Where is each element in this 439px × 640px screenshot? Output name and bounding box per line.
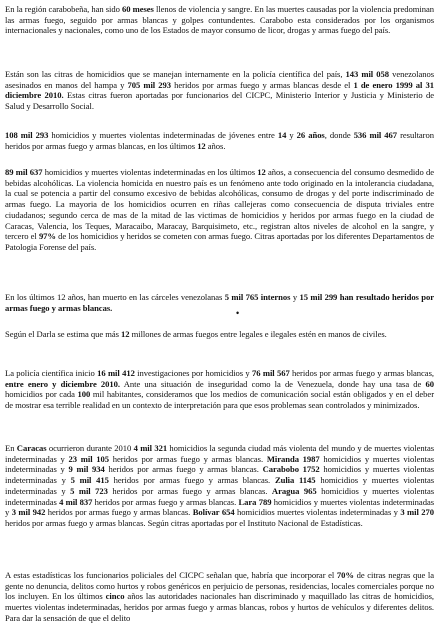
bold-figure: 3 mil 270 [400, 507, 434, 518]
text-run: homicidios muertes violentas indeterminadas y [234, 507, 401, 518]
bold-figure: 23 mil 105 [68, 453, 110, 464]
text-run: heridos por armas fuego y armas blancas desde el [171, 79, 354, 90]
text-run: mil habitantes, consideramos que los medios de comunicación social están obligados y en el deber de mostrar esa terrible realidad en un contexto de interpretación para que esos problemas sean controlados y minimizados. [5, 389, 434, 411]
bold-figure: 5 mil 723 [70, 485, 108, 496]
bold-figure: 12 [121, 329, 130, 339]
text-run: , donde [324, 130, 354, 140]
text-run: y [286, 130, 297, 140]
bold-figure: 3 mil 942 [11, 507, 46, 518]
bold-figure: Caracas [16, 443, 47, 453]
text-run: y [290, 292, 300, 302]
text-run: Están son las citras de homicidios que se manejan internamente en la policía científica del país, [5, 69, 346, 79]
text-run: Ante una situación de inseguridad como la de Venezuela, donde hay una tasa de [120, 378, 426, 389]
text-run: homicidios por cada [5, 389, 78, 400]
text-run: heridos por armas fuego y armas blancas. [45, 507, 193, 518]
text-run: de citras negras que la gente no denuncia, delitos como hurtos y robos genéricos en perjuicio de personas, residencias, locales comerciales porque no los incluyen. En los últimos [5, 570, 434, 602]
paragraph-black-figures [5, 570, 434, 624]
text-run: investigaciones por homicidios y [134, 368, 252, 378]
bold-figure: Miranda 1987 [266, 453, 320, 464]
text-run: ocurrieron durante 2010 [46, 443, 134, 453]
paragraph-darla [5, 329, 434, 340]
stray-mark: • [236, 308, 240, 318]
bold-figure: Zulia 1145 [274, 475, 316, 486]
text-run: resultaron heridos por armas fuego y armas blancas, en los últimos [5, 130, 434, 151]
text-run: de los homicidios y heridos se cometen con armas fuego. Citras aportadas por los diferentes Departamentos de Patologia Forense del país. [5, 231, 434, 252]
bold-figure: 5 mil 415 [70, 475, 109, 486]
bold-figure: 12 [257, 167, 266, 177]
text-run: homicidios y muertes violentas indeterminadas [5, 485, 435, 507]
text-run: heridos por armas fuego y armas blancas, [289, 368, 434, 378]
bold-figure: 60 [425, 378, 434, 389]
paragraph-youth [5, 130, 434, 151]
bold-figure: Carabobo 1752 [262, 464, 320, 475]
bold-figure: 60 meses [122, 4, 154, 14]
paragraph-2010-investigations [5, 368, 434, 411]
text-run: La policía científica inicio [5, 368, 98, 378]
text-run: heridos por armas fuego y armas blancas. [92, 496, 239, 507]
text-run: heridos por armas fuego y armas blancas. Según citras aportadas por el Instituto Nacional de Estadísticas. [5, 517, 363, 528]
paragraph-cicpc-figures [5, 69, 434, 112]
text-run: Según el Darla se estima que más [5, 329, 122, 339]
bold-figure: 108 mil 293 [5, 130, 49, 140]
text-run: homicidios y muertes violentas indeterminadas y [5, 496, 434, 518]
bold-figure: Bolívar 654 [192, 507, 235, 518]
bold-figure: Lara 789 [238, 496, 272, 507]
text-run: heridos por armas fuego y armas blancas. [107, 485, 272, 496]
text-run: En la región carabobeña, han sido [5, 4, 123, 14]
text-run: En los últimos 12 años, han muerto en las cárceles venezolanas [5, 292, 225, 302]
bold-figure: 15 mil 299 han resultado heridos por armas fuego y armas blancas. [5, 292, 435, 313]
text-run: llenos de violencia y sangre. En las muertes causadas por la violencia predominan las armas fuego, seguido por armas blancas y golpes contundentes. Carabobo esta considerados por los organismos internacionales y nacionales, como uno de los Estados de mayor consumo de licor, drogas y armas fuego del país. [5, 4, 434, 36]
text-run: millones de armas fuegos entre legales e ilegales estén en manos de civiles. [129, 329, 387, 339]
bold-figure: 705 mil 293 [127, 79, 171, 90]
text-run: homicidios y muertes violentas indeterminadas de jóvenes entre [48, 130, 278, 140]
text-run: heridos por armas fuego y armas blancas. [109, 453, 267, 464]
text-run: venezolanos asesinados en manos del hampa y [5, 69, 434, 90]
bold-figure: 26 años [296, 130, 325, 140]
bold-figure: 4 mil 321 [133, 443, 168, 453]
text-run: homicidios y muertes violentas indeterminadas y [5, 464, 434, 486]
text-run: años. [205, 140, 226, 151]
paragraph-intro [5, 4, 434, 36]
bold-figure: 100 [77, 389, 91, 400]
bold-figure: Aragua 965 [271, 485, 317, 496]
bold-figure: 1 de enero 1999 al 31 diciembre 2010. [5, 79, 435, 101]
paragraph-regions [5, 443, 434, 529]
bold-figure: 89 mil 637 [5, 167, 43, 177]
paragraph-prisons [5, 292, 434, 313]
bold-figure: 143 mil 058 [345, 69, 389, 79]
text-run: heridos por armas fuego y armas blancas. [104, 464, 263, 475]
paragraph-alcohol [5, 167, 434, 253]
text-run: años las autoridades nacionales han discriminado y maquillado las citras de homicidios, muertes violentas indeterminadas, heridos por armas fuego y armas blancas, robos y hurtos de vehículos y diferentes delitos. Para dar la sensación de que el delito [5, 591, 434, 623]
bold-figure: 9 mil 934 [68, 464, 105, 475]
text-run: homicidios y muertes violentas indeterminadas y [5, 475, 435, 496]
text-run: A estas estadísticas los funcionarios policiales del CICPC señalan que, habría que incorporar el [5, 570, 337, 580]
bold-figure: 76 mil 567 [252, 368, 290, 378]
bold-figure: 12 [197, 140, 206, 151]
bold-figure: 14 [277, 130, 287, 140]
bold-figure: 5 mil 765 internos [224, 292, 291, 302]
text-run: En [5, 443, 17, 453]
bold-figure: 4 mil 837 [59, 496, 93, 507]
bold-figure: cinco [105, 591, 125, 602]
text-run: homicidios la segunda ciudad más violenta del mundo y de muertes violentas indeterminadas y [5, 443, 435, 464]
text-run: homicidios y muertes violentas indeterminadas en los últimos [42, 167, 258, 177]
text-run: heridos por armas fuego y armas blancas. [108, 475, 275, 486]
bold-figure: 16 mil 412 [97, 368, 135, 378]
bold-figure: entre enero y diciembre 2010. [5, 378, 121, 389]
bold-figure: 70% [336, 570, 354, 580]
bold-figure: 536 mil 467 [353, 130, 398, 140]
bold-figure: 97% [38, 231, 56, 242]
text-run: homicidios y muertes violentas indeterminadas y [5, 453, 434, 475]
text-run: años, a consecuencia del consumo desmedido de bebidas alcohólicas. La violencia homicida en nuestro país es un fenómeno ante todo originado en la intolerancia ciudadana, la cual se potencia a partir del consumo excesivo de bebidas alcohólicas, consumo de drogas y del porte indiscriminado de armas fuego. La mayoria de los homicidios ocurren en riñas callejeras como consecuencia de disputa triviales entre ciudadanos; segundo cerca de mas de la mitad de las victimas de homicidios y heridos por armas fuego en la ciudad de Caracas, Valencia, los Teques, Maracaibo, Maracay, Barquisimeto, etc., registran altos niveles de alcohol en la sangre, y tercero el [5, 167, 434, 242]
text-run: Estas citras fueron aportadas por funcionarios del CICPC, Ministerio Interior y Justicia y Ministerio de Salud y Desarrollo Social. [5, 90, 434, 112]
